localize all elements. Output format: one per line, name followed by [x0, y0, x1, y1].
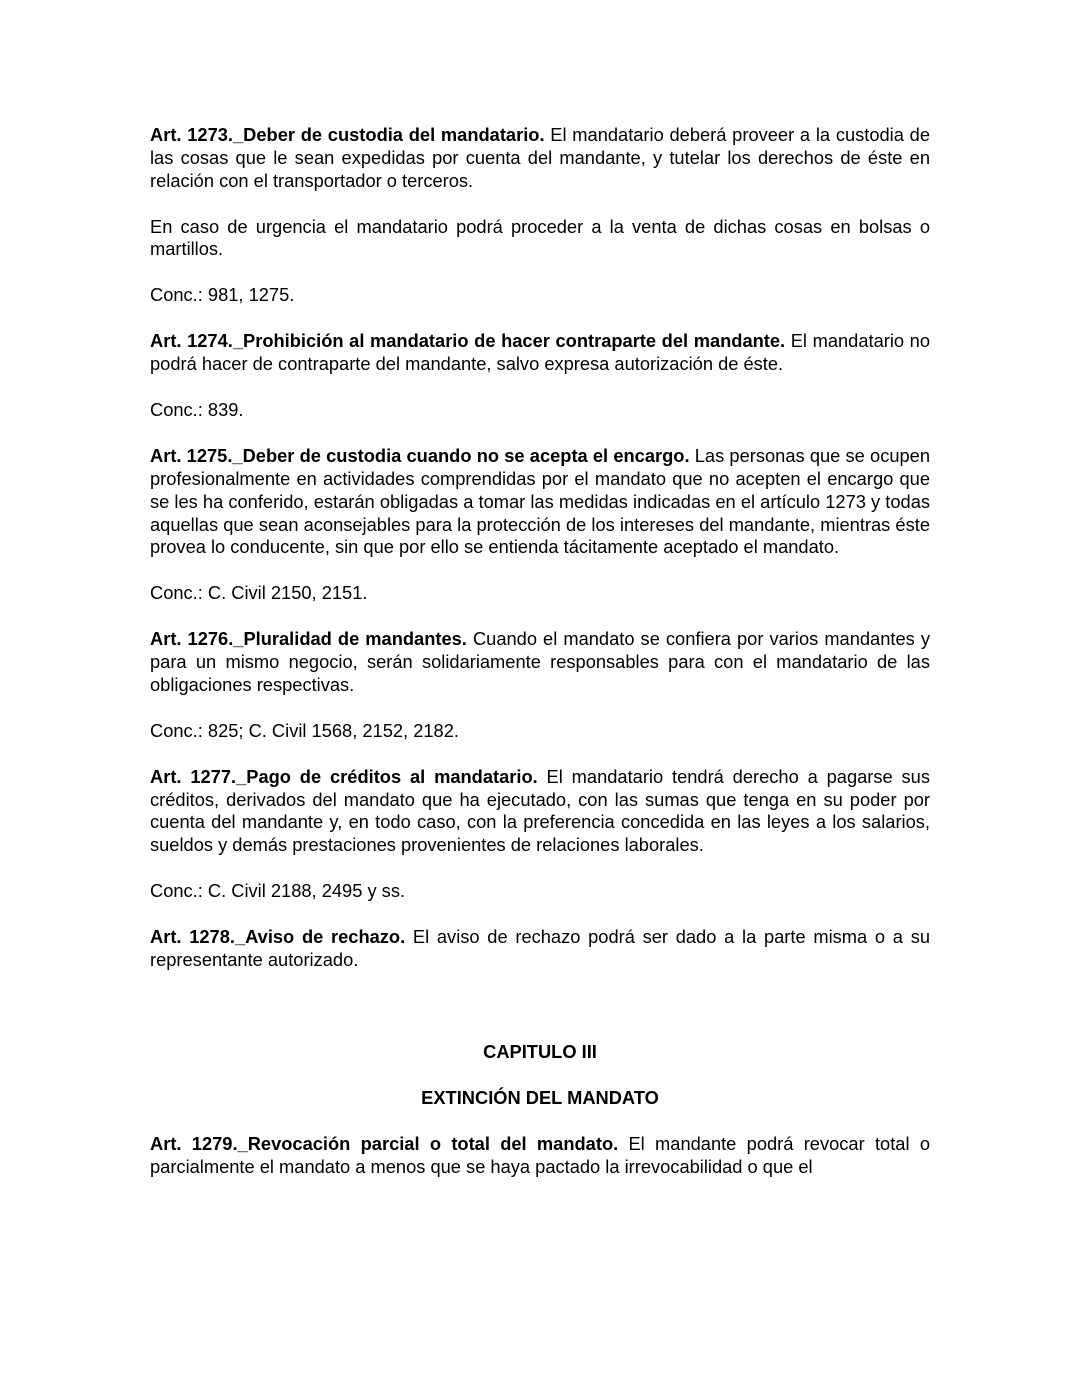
- article-1275: [150, 445, 930, 559]
- article-text: El mandatario deberá proveer a la custodia de las cosas que le sean expedidas por cuenta del mandante, y tutelar los derechos de éste en relación con el transportador o terceros.: [150, 124, 931, 191]
- chapter-number: CAPITULO III: [483, 1040, 597, 1062]
- article-1276-concordance: Conc.: 825; C. Civil 1568, 2152, 2182.: [150, 719, 459, 741]
- article-heading: Art. 1276._Pluralidad de mandantes.: [150, 628, 467, 650]
- chapter-title: EXTINCIÓN DEL MANDATO: [421, 1086, 659, 1108]
- article-1277: [150, 766, 930, 857]
- article-heading: Art. 1277._Pago de créditos al mandatario.: [150, 765, 538, 787]
- section-spacer: [150, 995, 930, 1041]
- article-text: El aviso de rechazo podrá ser dado a la parte misma o a su representante autorizado.: [150, 926, 930, 970]
- article-1273-concordance: Conc.: 981, 1275.: [150, 284, 295, 306]
- article-text: Cuando el mandato se confiera por varios mandantes y para un mismo negocio, serán solidariamente responsables para con el mandatario de las obligaciones respectivas.: [150, 628, 930, 695]
- article-heading: Art. 1273._Deber de custodia del mandatario.: [150, 124, 545, 145]
- article-text: El mandatario no podrá hacer de contraparte del mandante, salvo expresa autorización de éste.: [150, 330, 930, 375]
- article-1275-concordance: Conc.: C. Civil 2150, 2151.: [150, 582, 368, 604]
- article-heading: Art. 1279._Revocación parcial o total del mandato.: [150, 1132, 619, 1154]
- article-1276: [150, 628, 930, 696]
- article-1273-paragraph-2: En caso de urgencia el mandatario podrá proceder a la venta de dichas cosas en bolsas o martillos.: [150, 215, 930, 260]
- article-1273: [150, 124, 930, 192]
- document-page: [150, 124, 930, 1202]
- article-1274-concordance: Conc.: 839.: [150, 399, 244, 421]
- article-text: El mandante podrá revocar total o parcialmente el mandato a menos que se haya pactado la irrevocabilidad o que el: [150, 1132, 930, 1177]
- article-1274: [150, 330, 930, 376]
- article-text: El mandatario tendrá derecho a pagarse sus créditos, derivados del mandato que ha ejecutado, con las sumas que tenga en su poder por cuenta del mandante y, en todo caso, con la preferencia concedida en las leyes a los salarios, sueldos y demás prestaciones provenientes de relaciones laborales.: [150, 765, 930, 856]
- article-heading: Art. 1278._Aviso de rechazo.: [150, 926, 406, 948]
- article-heading: Art. 1275._Deber de custodia cuando no se acepta el encargo.: [150, 445, 690, 467]
- article-text: Las personas que se ocupen profesionalmente en actividades comprendidas por el mandato que no acepten el encargo que se les ha conferido, estarán obligadas a tomar las medidas indicadas en el artículo 1273 y todas aquellas que sean aconsejables para la protección de los intereses del mandante, mientras éste provea lo conducente, sin que por ello se entienda tácitamente aceptado el mandato.: [150, 445, 930, 558]
- article-1278: [150, 926, 930, 972]
- article-1277-concordance: Conc.: C. Civil 2188, 2495 y ss.: [150, 880, 406, 902]
- article-1279: [150, 1133, 930, 1179]
- article-heading: Art. 1274._Prohibición al mandatario de hacer contraparte del mandante.: [150, 330, 786, 352]
